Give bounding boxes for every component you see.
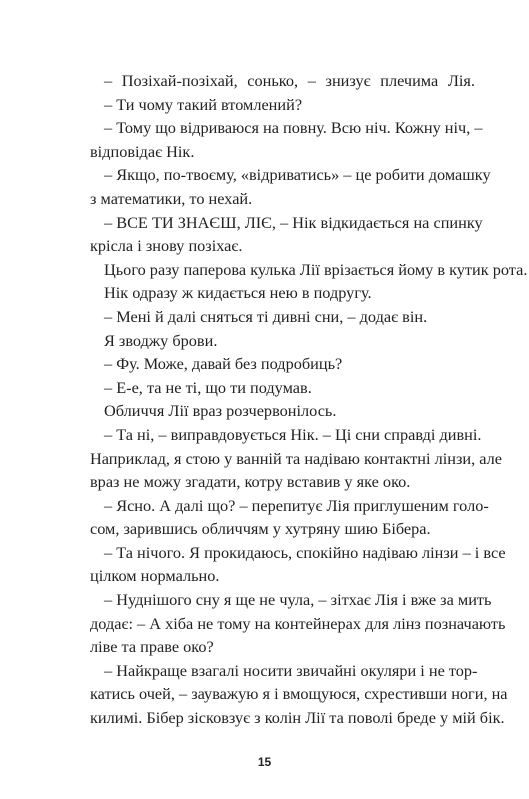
text-line: катись очей, – зауважую я і вмощуюся, схрестивши ноги, на bbox=[90, 684, 508, 704]
text-line: відповідає Нік. bbox=[90, 141, 195, 161]
text-line: Цього разу паперова кулька Лії врізається йому в кутик рота. bbox=[104, 259, 528, 279]
text-line: Наприклад, я стою у ванній та надіваю контактні лінзи, але bbox=[90, 448, 502, 468]
text-line: – Найкраще взагалі носити звичайні окуляри і не тор- bbox=[104, 660, 478, 680]
text-line: додає: – А хіба не тому на контейнерах для лінз позначають bbox=[90, 613, 506, 633]
text-line: – Та ні, – виправдовується Нік. – Ці сни справді дивні. bbox=[104, 424, 482, 444]
text-line: – Фу. Може, давай без подробиць? bbox=[104, 354, 343, 374]
text-line: – Ясно. А далі що? – перепитує Лія приглушеним голо- bbox=[104, 495, 489, 515]
text-line: – Та нічого. Я прокидаюсь, спокійно надіваю лінзи – і все bbox=[104, 542, 506, 562]
text-line: крісла і знову позіхає. bbox=[90, 236, 243, 256]
text-line: – Нуднішого сну я ще не чула, – зітхає Лія і вже за мить bbox=[104, 590, 492, 610]
text-line: з математики, то нехай. bbox=[90, 188, 253, 208]
text-line: килимі. Бібер зісковзує з колін Лії та поволі бреде у мій бік. bbox=[90, 708, 505, 728]
body-text bbox=[90, 69, 528, 730]
text-line: цілком нормально. bbox=[90, 566, 220, 586]
text-line: Обличчя Лії враз розчервонілось. bbox=[104, 401, 337, 421]
text-line: – Якщо, по-твоєму, «відриватись» – це робити домашку bbox=[104, 165, 491, 185]
text-line: – Ти чому такий втомлений? bbox=[104, 94, 303, 114]
text-line: – ВСЕ ТИ ЗНАЄШ, ЛІЄ, – Нік відкидається на спинку bbox=[104, 212, 483, 232]
text-line: – Тому що відриваюся на повну. Всю ніч. Кожну ніч, – bbox=[104, 118, 483, 138]
text-line: сом, зарившись обличчям у хутряну шию Бібера. bbox=[90, 519, 431, 539]
text-line: ліве та праве око? bbox=[90, 637, 214, 657]
text-line: враз не можу згадати, котру вставив у яке око. bbox=[90, 472, 411, 492]
text-line: – Мені й далі сняться ті дивні сни, – додає він. bbox=[104, 306, 428, 326]
text-line: – Позіхай-позіхай, сонько, – знизує плечима Лія. bbox=[104, 71, 475, 90]
page-number: 15 bbox=[257, 755, 272, 769]
text-line: – Е-е, та не ті, що ти подумав. bbox=[104, 377, 312, 397]
text-line: Я зводжу брови. bbox=[104, 330, 218, 350]
text-line: Нік одразу ж кидається нею в подругу. bbox=[104, 283, 372, 303]
